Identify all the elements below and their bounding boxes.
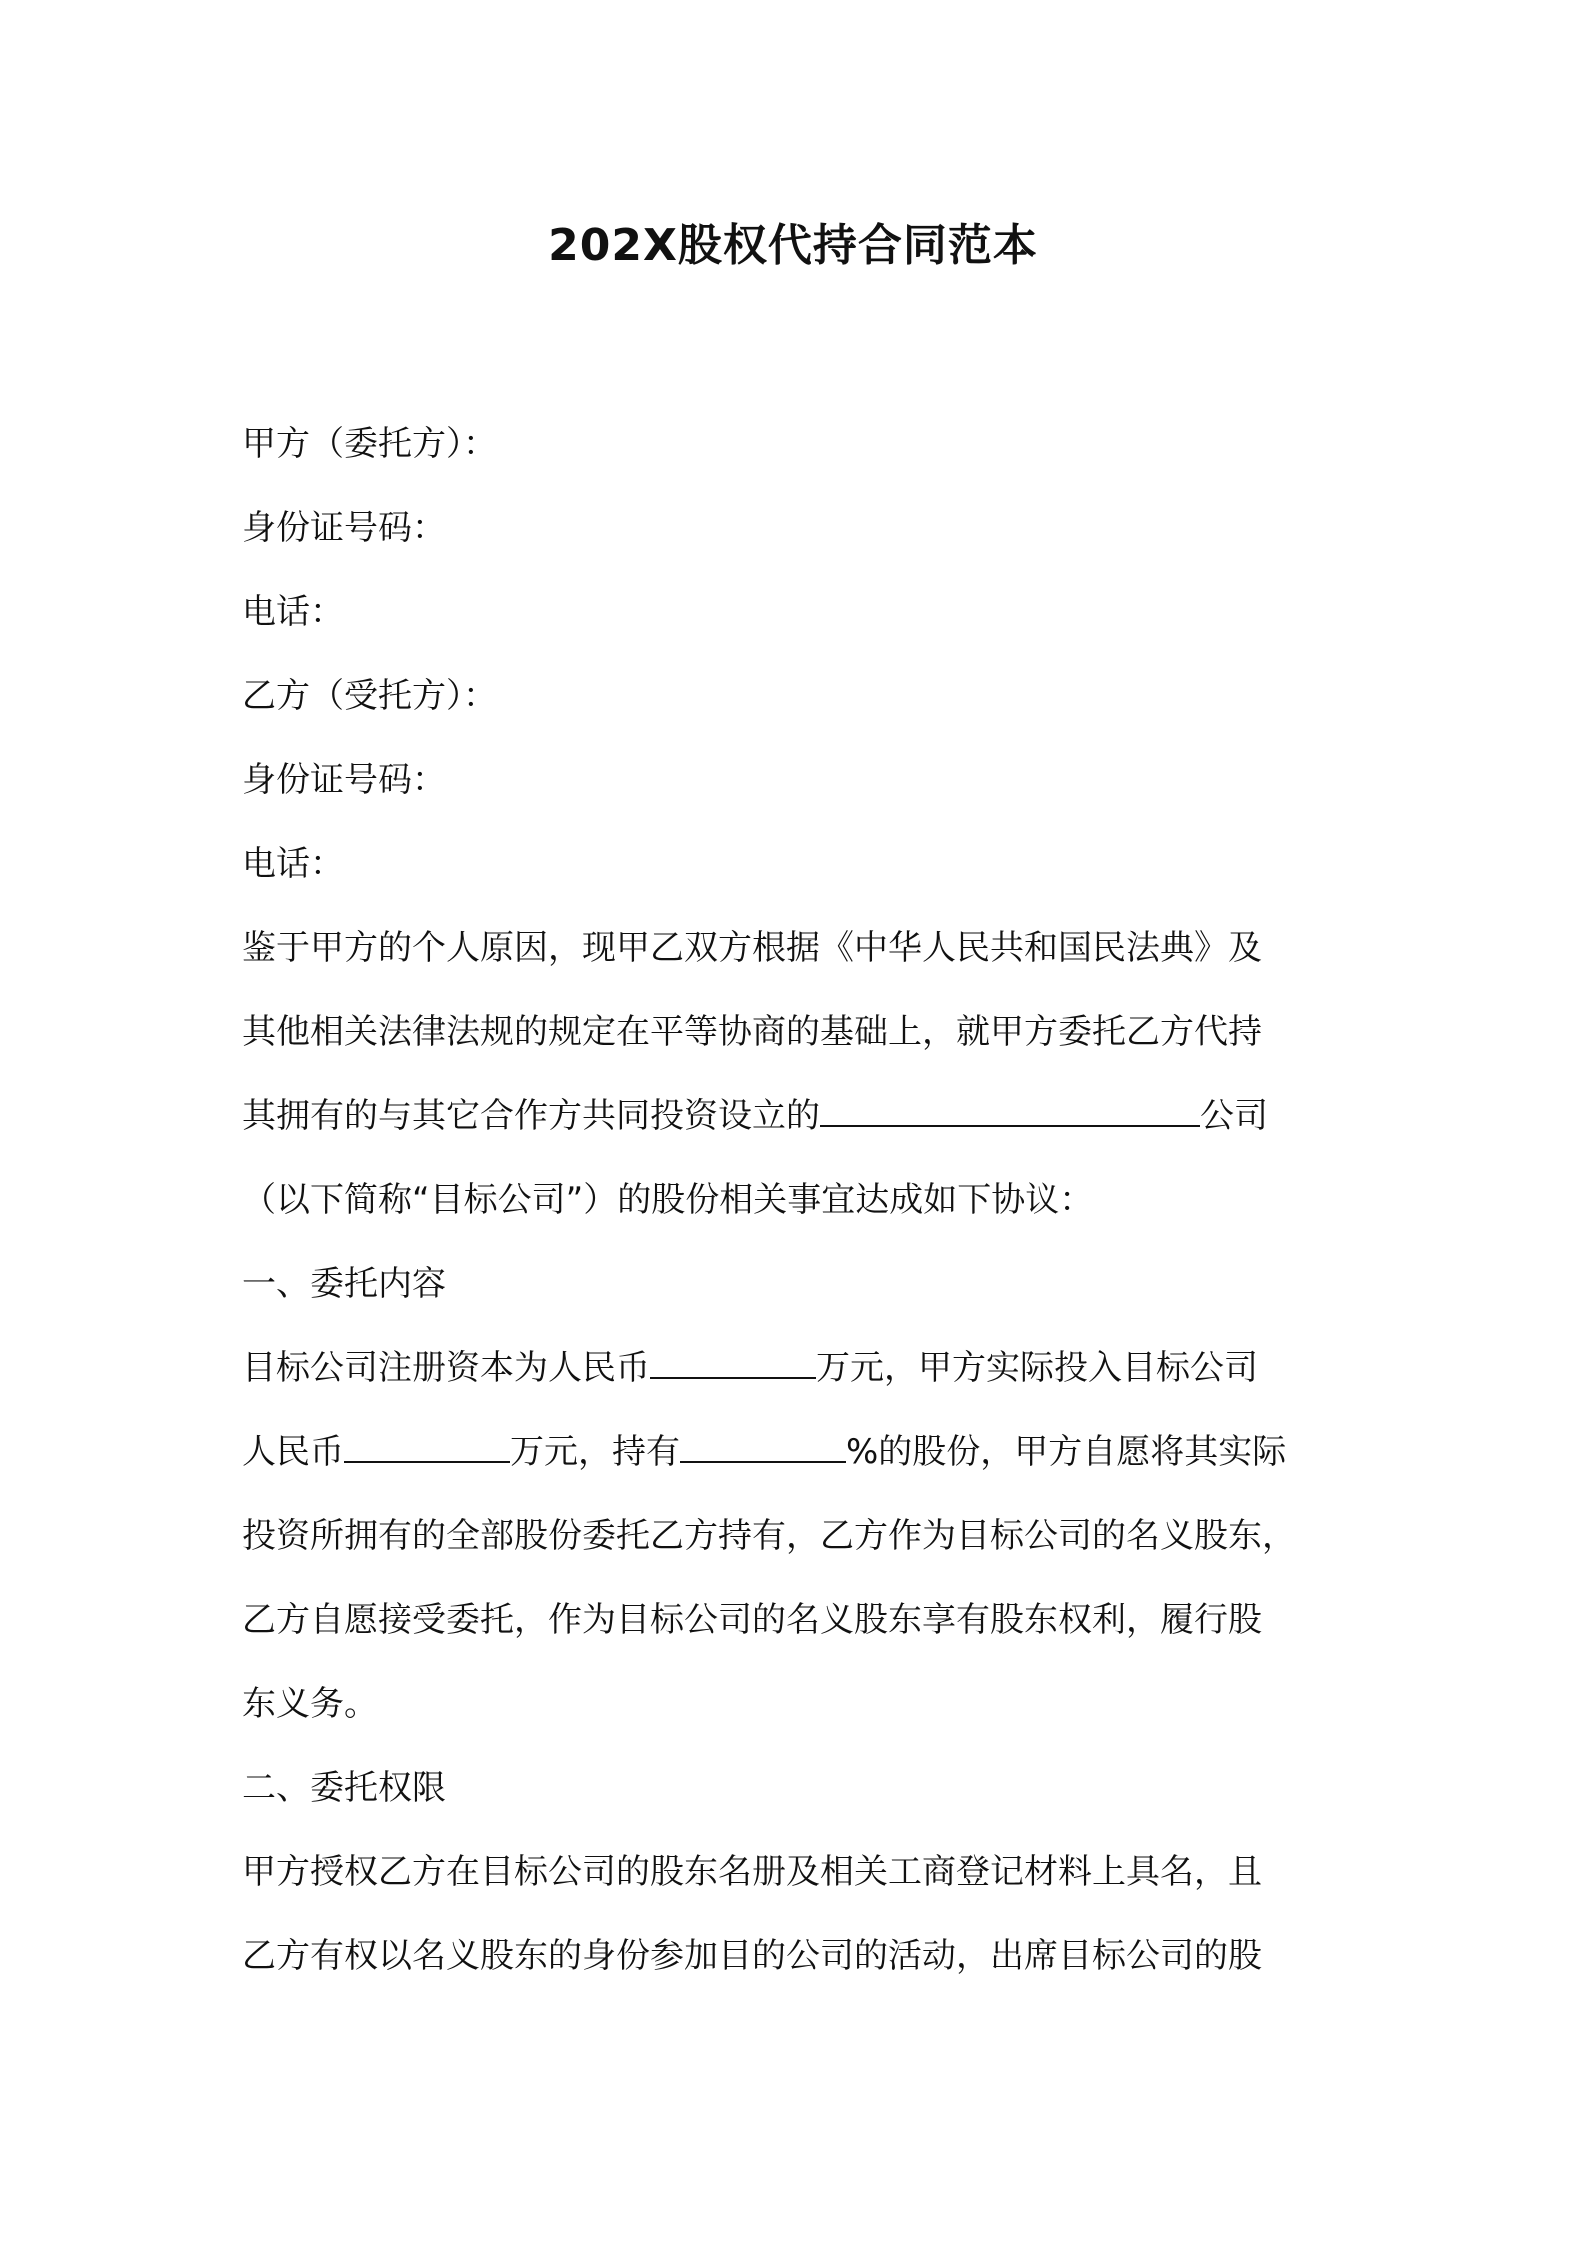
company-name-blank [820, 1081, 1200, 1127]
preamble-line-4: （以下简称“目标公司”）的股份相关事宜达成如下协议： [242, 1180, 1094, 1220]
registered-capital-blank [650, 1333, 816, 1379]
section-2-line-1: 甲方授权乙方在目标公司的股东名册及相关工商登记材料上具名，且 [242, 1852, 1262, 1892]
section-1-line-1 [242, 1326, 1362, 1410]
section-1-line-2-part-c: %的股份，甲方自愿将其实际 [846, 1432, 1287, 1472]
section-2-heading: 二、委托权限 [242, 1768, 446, 1808]
investment-amount-blank [344, 1417, 510, 1463]
party-b-phone-label: 电话： [242, 844, 344, 884]
preamble-line-1: 鉴于甲方的个人原因，现甲乙双方根据《中华人民共和国民法典》及 [242, 928, 1262, 968]
section-1-line-2 [242, 1410, 1362, 1494]
party-a-label: 甲方（委托方）： [242, 424, 497, 464]
preamble-line-3 [242, 1074, 1362, 1158]
document-title: 202X股权代持合同范本 [548, 220, 1038, 271]
section-1-line-4: 乙方自愿接受委托，作为目标公司的名义股东享有股东权利，履行股 [242, 1600, 1262, 1640]
section-1-line-2-part-b: 万元，持有 [510, 1432, 680, 1472]
document-body [242, 402, 1362, 1998]
party-b-label: 乙方（受托方）： [242, 676, 497, 716]
section-1-heading: 一、委托内容 [242, 1264, 446, 1304]
preamble-line-3-suffix: 公司 [1200, 1096, 1268, 1136]
party-a-id-label: 身份证号码： [242, 508, 446, 548]
section-1-line-2-part-a: 人民币 [242, 1432, 344, 1472]
section-1-line-5: 东义务。 [242, 1684, 378, 1724]
share-percent-blank [680, 1417, 846, 1463]
section-1-line-1-suffix: 万元，甲方实际投入目标公司 [816, 1348, 1258, 1388]
section-1-line-1-text: 目标公司注册资本为人民币 [242, 1348, 650, 1388]
preamble-line-3-text: 其拥有的与其它合作方共同投资设立的 [242, 1096, 820, 1136]
section-1-line-3: 投资所拥有的全部股份委托乙方持有，乙方作为目标公司的名义股东， [242, 1516, 1296, 1556]
section-2-line-2: 乙方有权以名义股东的身份参加目的公司的活动，出席目标公司的股 [242, 1936, 1262, 1976]
party-b-id-label: 身份证号码： [242, 760, 446, 800]
party-a-phone-label: 电话： [242, 592, 344, 632]
preamble-line-2: 其他相关法律法规的规定在平等协商的基础上，就甲方委托乙方代持 [242, 1012, 1262, 1052]
